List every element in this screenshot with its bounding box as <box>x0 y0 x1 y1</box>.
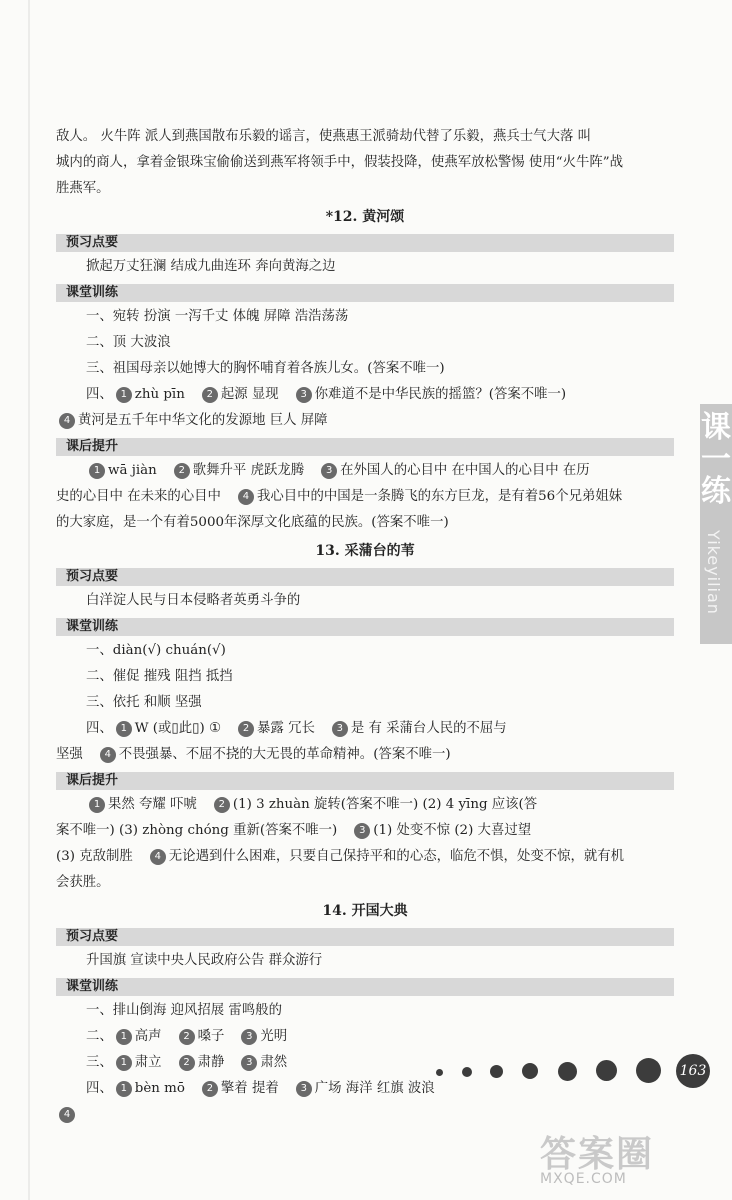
item-number-badge: 2 <box>179 1055 195 1071</box>
item-number-badge: 4 <box>59 413 75 429</box>
dot <box>436 1069 443 1076</box>
lesson-title: *12. 黄河颂 <box>325 209 405 225</box>
lessons-container <box>56 204 674 1128</box>
item-text: 擎着 提着 <box>220 1081 279 1096</box>
line-text: 坚强 <box>56 747 83 762</box>
dot <box>522 1063 538 1079</box>
line-prefix: 三、 <box>86 1055 113 1070</box>
line-text: 掀起万丈狂澜 结成九曲连环 奔向黄海之边 <box>86 259 336 274</box>
line-text: 白洋淀人民与日本侵略者英勇斗争的 <box>86 593 301 608</box>
answer-line <box>56 716 674 742</box>
item-number-badge: 3 <box>332 721 348 737</box>
page-number: 163 <box>676 1054 710 1088</box>
watermark-url: MXQE.COM <box>540 1171 627 1187</box>
item-text: 高声 <box>134 1029 162 1044</box>
item-number-badge: 2 <box>202 387 218 403</box>
side-tab <box>700 404 732 644</box>
item-text: 我心目中的中国是一条腾飞的东方巨龙，是有着56个兄弟姐妹 <box>256 489 623 504</box>
answer-line <box>56 510 674 536</box>
item-text: 歌舞升平 虎跃龙腾 <box>192 463 305 478</box>
item-text: 果然 夸耀 吓唬 <box>108 797 197 812</box>
item-text: W (或▯此▯) ① <box>134 721 222 736</box>
item-number-badge: 3 <box>241 1029 257 1045</box>
line-text: 二、顶 大波浪 <box>86 335 171 350</box>
answer-line <box>56 690 674 716</box>
answer-line <box>56 638 674 664</box>
answer-line <box>56 356 674 382</box>
item-text: 光明 <box>260 1029 288 1044</box>
line-prefix: 四、 <box>86 721 113 736</box>
item-number-badge: 4 <box>100 747 116 763</box>
item-number-badge: 3 <box>241 1055 257 1071</box>
section-header: 预习点要 <box>56 928 674 946</box>
answer-line <box>56 330 674 356</box>
line-text: 一、diàn(√) chuán(√) <box>86 643 226 658</box>
answer-line <box>56 870 674 896</box>
item-number-badge: 1 <box>116 721 132 737</box>
section-header: 课后提升 <box>56 438 674 456</box>
lesson-title: 13. 采蒲台的苇 <box>315 543 415 559</box>
line-text: 三、依托 和顺 坚强 <box>86 695 202 710</box>
line-text: 案不唯一) (3) zhòng chóng 重新(答案不唯一) <box>56 823 338 838</box>
answer-line <box>56 458 674 484</box>
line-text: 升国旗 宣读中央人民政府公告 群众游行 <box>86 953 323 968</box>
intro-line: 敌人。 火牛阵 派人到燕国散布乐毅的谣言，使燕惠王派骑劫代替了乐毅，燕兵士气大落 叫 <box>56 129 592 144</box>
section-header: 预习点要 <box>56 234 674 252</box>
answer-line <box>56 254 674 280</box>
dot <box>462 1067 472 1077</box>
line-prefix: 二、 <box>86 1029 113 1044</box>
item-text: (1) 处变不惊 (2) 大喜过望 <box>373 823 532 838</box>
item-number-badge: 3 <box>354 823 370 839</box>
answer-line <box>56 792 674 818</box>
line-text: 二、催促 摧残 阻挡 抵挡 <box>86 669 233 684</box>
item-number-badge: 2 <box>179 1029 195 1045</box>
line-text: 一、排山倒海 迎风招展 雷鸣般的 <box>86 1003 282 1018</box>
intro-paragraph <box>56 124 674 202</box>
dot <box>558 1062 577 1081</box>
line-text: 史的心目中 在未来的心目中 <box>56 489 221 504</box>
answer-line <box>56 1024 674 1050</box>
line-prefix: 四、 <box>86 387 113 402</box>
item-number-badge: 3 <box>321 463 337 479</box>
item-text: 肃静 <box>197 1055 225 1070</box>
item-text: 肃然 <box>260 1055 288 1070</box>
item-text: 是 有 采蒲台人民的不屈与 <box>350 721 507 736</box>
answer-line <box>56 844 674 870</box>
answer-line <box>56 998 674 1024</box>
side-tab-latin: Yikeyilian <box>704 530 723 615</box>
item-text: 暴露 冗长 <box>257 721 315 736</box>
answer-line <box>56 948 674 974</box>
item-number-badge: 1 <box>116 387 132 403</box>
side-tab-glyphs: 课一练 <box>701 410 731 509</box>
answer-content <box>56 124 674 1128</box>
item-text: 无论遇到什么困难，只要自己保持平和的心态，临危不惧，处变不惊，就有机 <box>168 849 625 864</box>
line-prefix: 四、 <box>86 1081 113 1096</box>
item-text: 嗓子 <box>197 1029 225 1044</box>
answer-line <box>56 304 674 330</box>
watermark-logo <box>540 1126 730 1196</box>
item-number-badge: 2 <box>214 797 230 813</box>
item-number-badge: 1 <box>116 1029 132 1045</box>
item-text: wā jiàn <box>108 463 157 478</box>
answer-line <box>56 484 674 510</box>
section-header: 预习点要 <box>56 568 674 586</box>
item-number-badge: 4 <box>59 1107 75 1123</box>
item-text: 你难道不是中华民族的摇篮？(答案不唯一) <box>314 387 567 402</box>
lesson-block <box>56 538 674 896</box>
section-header: 课后提升 <box>56 772 674 790</box>
item-number-badge: 2 <box>174 463 190 479</box>
answer-line <box>56 408 674 434</box>
item-number-badge: 4 <box>238 489 254 505</box>
lesson-title: 14. 开国大典 <box>322 903 408 919</box>
lesson-block <box>56 898 674 1128</box>
line-text: 的大家庭，是一个有着5000年深厚文化底蕴的民族。(答案不唯一) <box>56 515 449 530</box>
section-header: 课堂训练 <box>56 978 674 996</box>
line-text: (3) 克敌制胜 <box>56 849 133 864</box>
item-text: 不畏强暴、不屈不挠的大无畏的革命精神。(答案不唯一) <box>118 747 451 762</box>
item-text: 起源 显现 <box>220 387 279 402</box>
item-number-badge: 2 <box>202 1081 218 1097</box>
intro-line: 城内的商人，拿着金银珠宝偷偷送到燕军将领手中，假装投降，使燕军放松警惕 使用“火牛阵”战 <box>56 155 623 170</box>
answer-line <box>56 1102 674 1128</box>
section-header: 课堂训练 <box>56 284 674 302</box>
answer-line <box>56 818 674 844</box>
answer-line <box>56 382 674 408</box>
line-text: 会获胜。 <box>56 875 110 890</box>
item-number-badge: 1 <box>89 463 105 479</box>
decorative-dots <box>436 1052 696 1092</box>
item-text: 在外国人的心目中 在中国人的心目中 在历 <box>340 463 590 478</box>
item-number-badge: 2 <box>238 721 254 737</box>
item-number-badge: 1 <box>89 797 105 813</box>
item-number-badge: 3 <box>296 1081 312 1097</box>
lesson-block <box>56 204 674 536</box>
dot <box>596 1060 617 1081</box>
item-text: (1) 3 zhuàn 旋转(答案不唯一) (2) 4 yīng 应该(答 <box>232 797 538 812</box>
page-spine <box>28 0 30 1200</box>
item-number-badge: 3 <box>296 387 312 403</box>
dot <box>636 1058 661 1083</box>
section-header: 课堂训练 <box>56 618 674 636</box>
watermark-text: 答案圈 <box>540 1134 655 1175</box>
intro-line: 胜燕军。 <box>56 181 110 196</box>
item-number-badge: 4 <box>150 849 166 865</box>
answer-line <box>56 588 674 614</box>
item-text: zhù pīn <box>134 387 185 402</box>
item-text: 广场 海洋 红旗 波浪 <box>314 1081 435 1096</box>
line-text: 一、宛转 扮演 一泻千丈 体魄 屏障 浩浩荡荡 <box>86 309 349 324</box>
dot <box>490 1065 503 1078</box>
item-number-badge: 1 <box>116 1081 132 1097</box>
item-number-badge: 1 <box>116 1055 132 1071</box>
line-text: 三、祖国母亲以她博大的胸怀哺育着各族儿女。(答案不唯一) <box>86 361 445 376</box>
item-text: 肃立 <box>134 1055 162 1070</box>
answer-line <box>56 742 674 768</box>
item-text: 黄河是五千年中华文化的发源地 巨人 屏障 <box>78 413 328 428</box>
answer-line <box>56 664 674 690</box>
item-text: bèn mō <box>134 1081 185 1096</box>
